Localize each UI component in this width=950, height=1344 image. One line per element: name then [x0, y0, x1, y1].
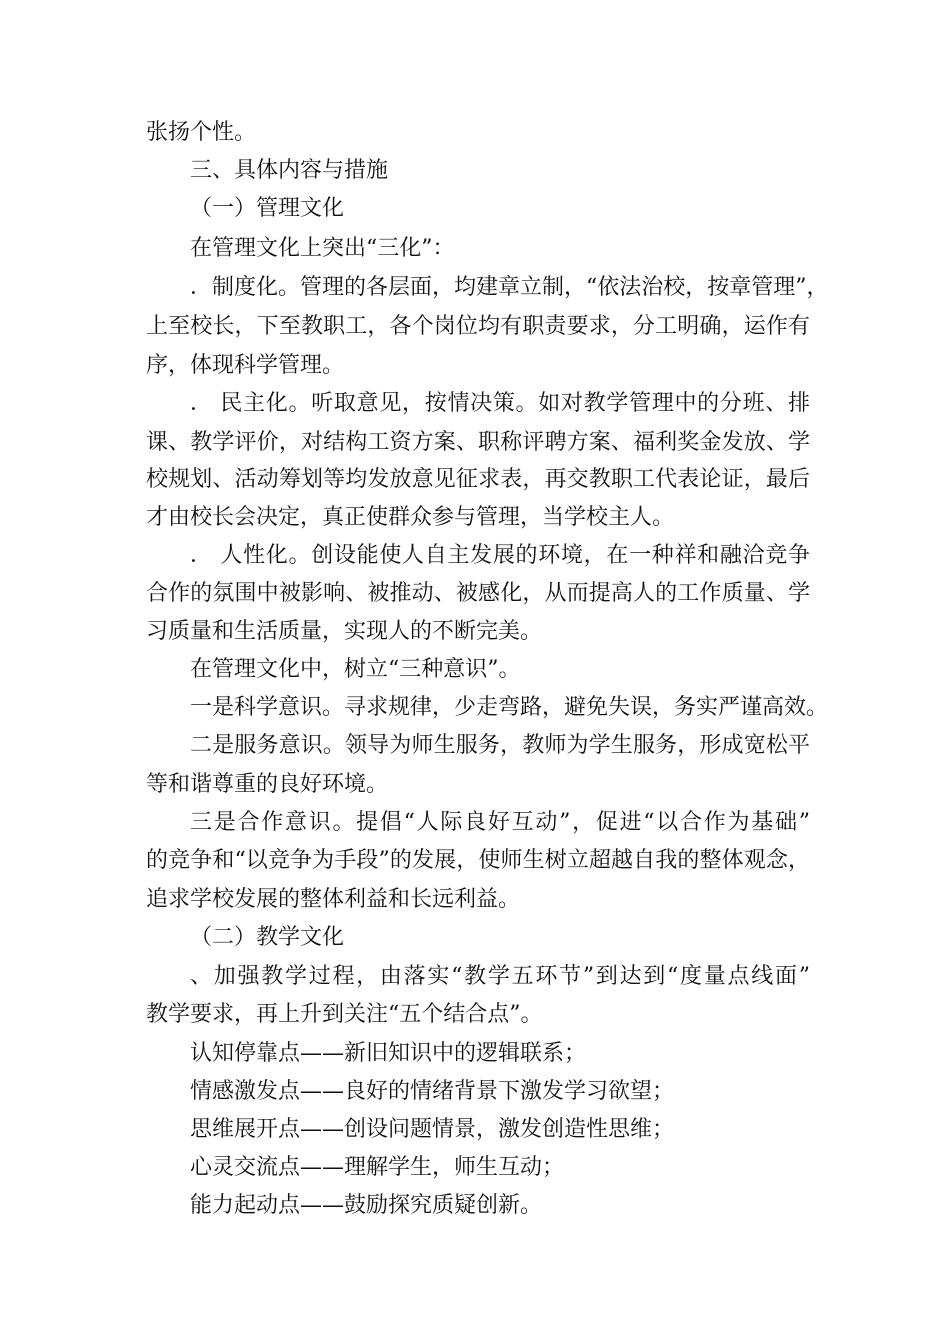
subsection-heading-management-culture: （一）管理文化 — [190, 196, 345, 221]
paragraph-line: 二是服务意识。领导为师生服务，教师为学生服务，形成宽松平 — [190, 733, 810, 758]
list-item: 认知停靠点——新旧知识中的逻辑联系； — [190, 1041, 587, 1066]
list-item: 情感激发点——良好的情绪背景下激发学习欲望； — [190, 1079, 675, 1104]
list-item: 能力起动点——鼓励探究质疑创新。 — [190, 1193, 543, 1218]
section-heading-3: 三、具体内容与措施 — [190, 158, 389, 183]
paragraph-line: 教学要求，再上升到关注“五个结合点”。 — [146, 1002, 543, 1027]
paragraph-line: ．制度化。管理的各层面，均建章立制，“依法治校，按章管理”， — [190, 275, 829, 300]
paragraph-line: 追求学校发展的整体利益和长远利益。 — [146, 887, 521, 912]
paragraph-line: 一是科学意识。寻求规律，少走弯路，避免失误，务实严谨高效。 — [190, 695, 829, 720]
subsection-heading-teaching-culture: （二）教学文化 — [190, 925, 345, 950]
paragraph-line-continuation: 张扬个性。 — [146, 120, 257, 145]
paragraph-line: 合作的氛围中被影响、被推动、被感化，从而提高人的工作质量、学 — [146, 581, 810, 606]
paragraph-line: 校规划、活动筹划等均发放意见征求表，再交教职工代表论证，最后 — [146, 467, 810, 492]
list-item: 心灵交流点——理解学生，师生互动； — [190, 1155, 565, 1180]
paragraph-line: 上至校长，下至教职工，各个岗位均有职责要求，分工明确，运作有 — [146, 314, 810, 339]
paragraph-line: 才由校长会决定，真正使群众参与管理，当学校主人。 — [146, 505, 675, 530]
paragraph-line: 在管理文化中，树立“三种意识”。 — [190, 657, 521, 682]
paragraph-line: ． 人性化。创设能使人自主发展的环境，在一种祥和融洽竞争 — [190, 543, 810, 568]
paragraph-line: 三是合作意识。提倡“人际良好互动”，促进“以合作为基础” — [190, 810, 810, 835]
paragraph-line: 的竞争和“以竞争为手段”的发展，使师生树立超越自我的整体观念， — [146, 848, 810, 873]
paragraph-line: 、加强教学过程，由落实“教学五环节”到达到“度量点线面” — [190, 964, 810, 989]
paragraph-line: 习质量和生活质量，实现人的不断完美。 — [146, 619, 543, 644]
paragraph-line: 等和谐尊重的良好环境。 — [146, 772, 389, 797]
list-item: 思维展开点——创设问题情景，激发创造性思维； — [190, 1117, 675, 1142]
paragraph-line: ． 民主化。听取意见，按情决策。如对教学管理中的分班、排 — [190, 391, 810, 416]
paragraph-line: 在管理文化上突出“三化”： — [190, 236, 455, 261]
paragraph-line: 课、教学评价，对结构工资方案、职称评聘方案、福利奖金发放、学 — [146, 430, 810, 455]
paragraph-line: 序，体现科学管理。 — [146, 353, 345, 378]
